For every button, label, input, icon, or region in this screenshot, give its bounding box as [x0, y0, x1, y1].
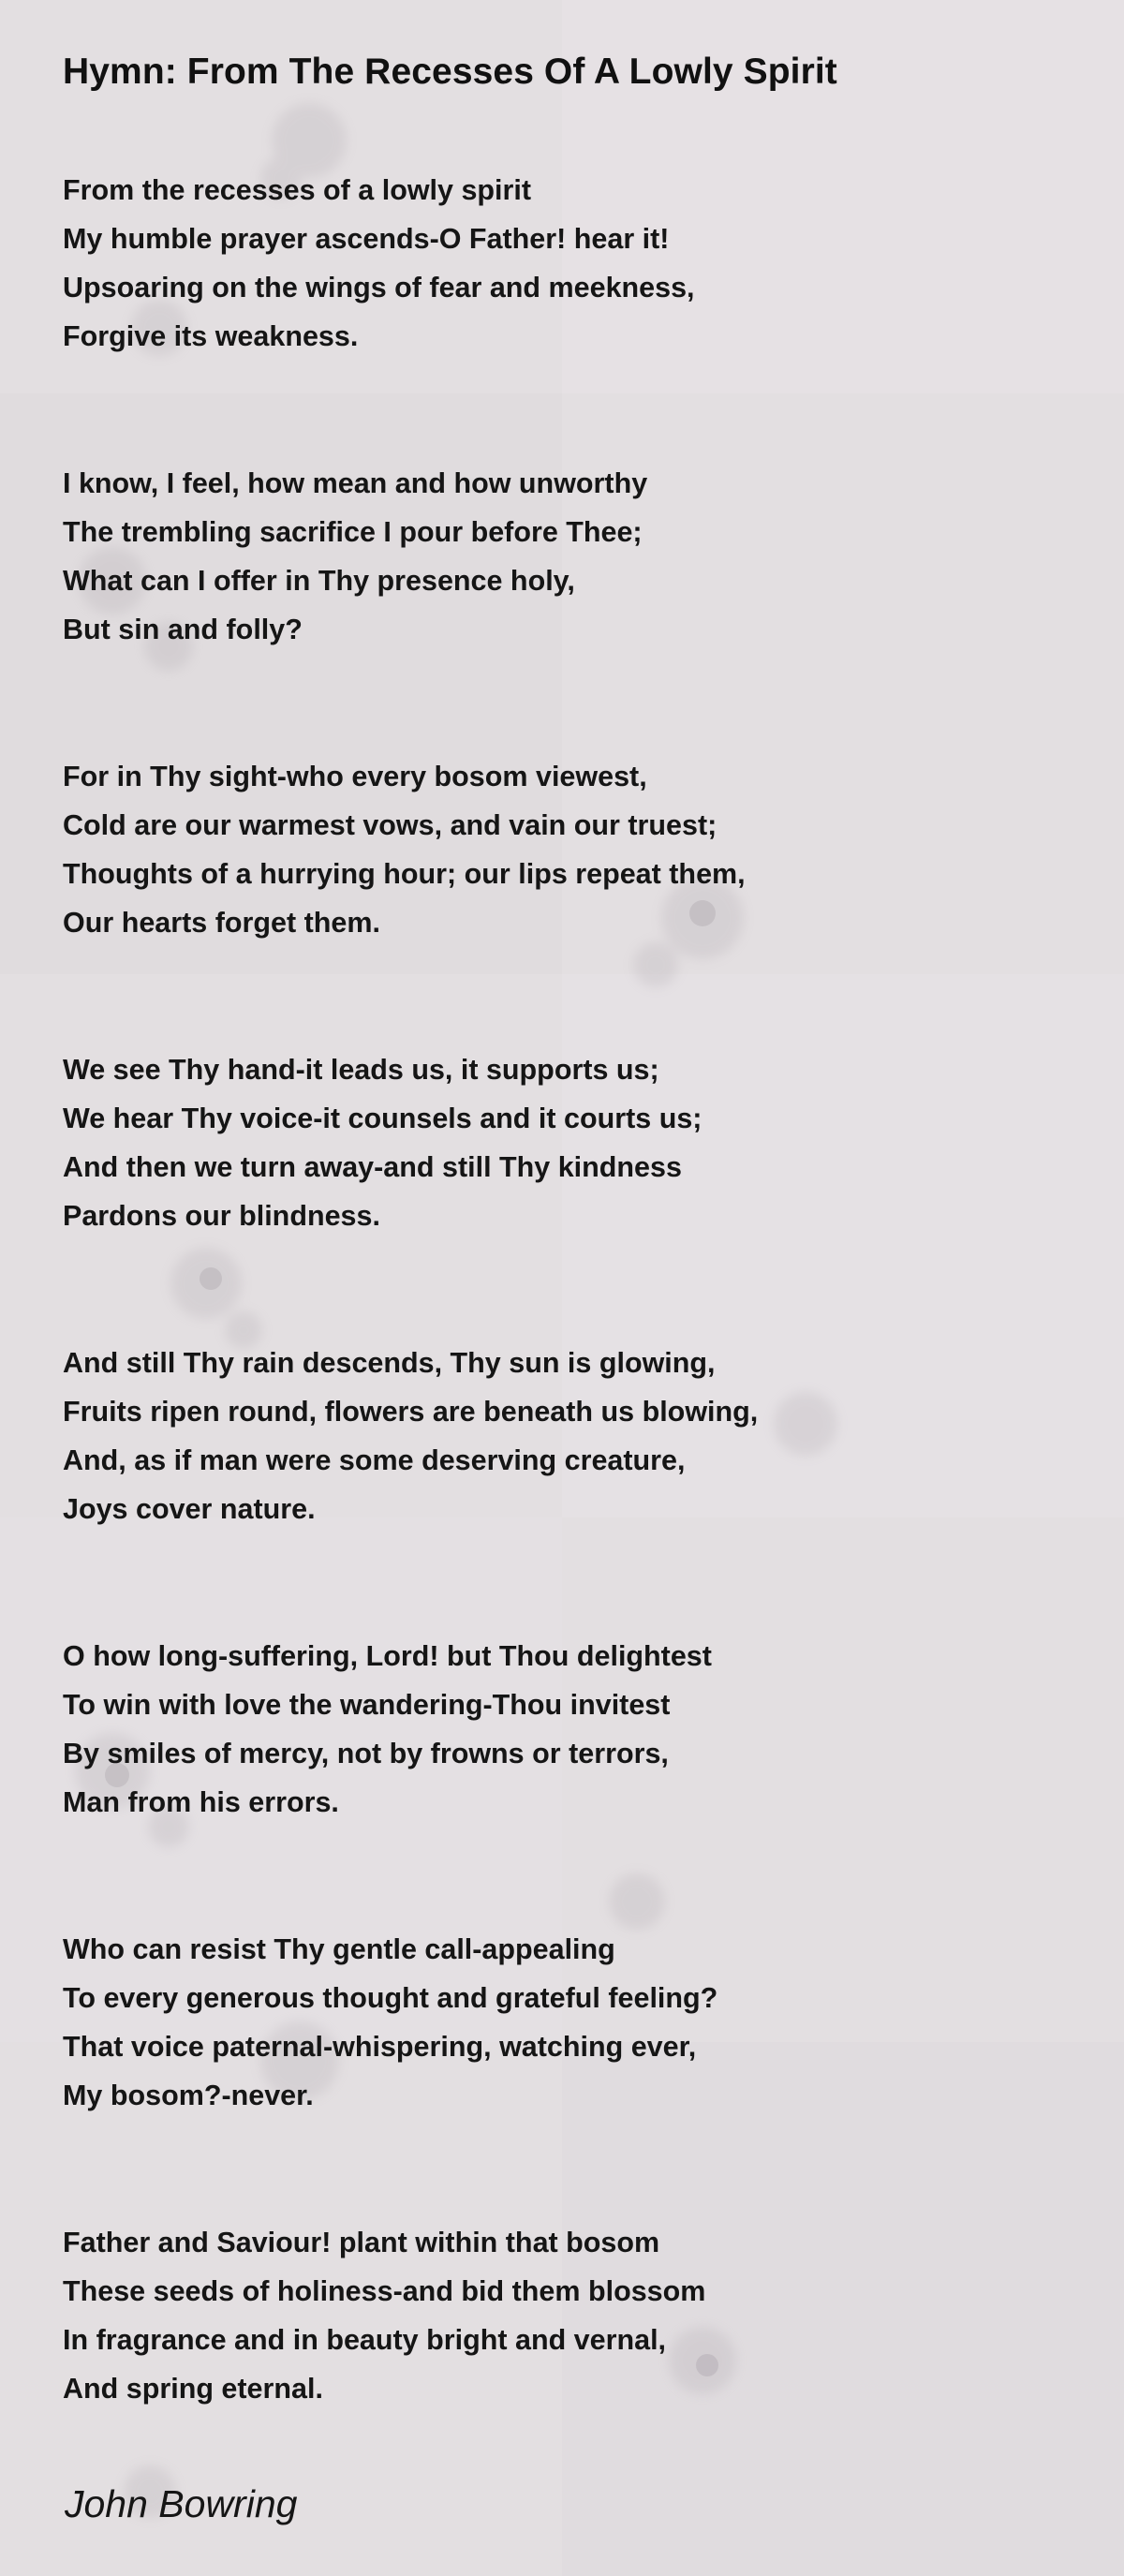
stanza: [63, 1925, 1074, 2120]
poem-line: To win with love the wandering-Thou invitest: [63, 1689, 671, 1721]
poem-line: Cold are our warmest vows, and vain our truest;: [63, 809, 717, 841]
poem-line: Upsoaring on the wings of fear and meekness,: [63, 272, 695, 303]
poem-line: But sin and folly?: [63, 614, 303, 645]
poem-line: And spring eternal.: [63, 2373, 323, 2405]
poem-body: [63, 166, 1074, 2413]
poem-line: Forgive its weakness.: [63, 320, 359, 352]
stanza: [63, 459, 1074, 654]
stanza: [63, 1339, 1074, 1533]
poem-line: And still Thy rain descends, Thy sun is glowing,: [63, 1347, 716, 1379]
poem-line: Joys cover nature.: [63, 1493, 316, 1525]
poem-line: By smiles of mercy, not by frowns or terrors,: [63, 1738, 669, 1769]
poem-line: We see Thy hand-it leads us, it supports us;: [63, 1054, 659, 1086]
poem-line: Father and Saviour! plant within that bosom: [63, 2227, 660, 2258]
poem-author: John Bowring: [65, 2482, 298, 2525]
poem-line: We hear Thy voice-it counsels and it courts us;: [63, 1103, 702, 1134]
poem-line: O how long-suffering, Lord! but Thou delightest: [63, 1640, 712, 1672]
poem-line: I know, I feel, how mean and how unworthy: [63, 467, 648, 499]
poem-line: Man from his errors.: [63, 1786, 339, 1818]
poem-line: These seeds of holiness-and bid them blossom: [63, 2275, 706, 2307]
stanza: [63, 2218, 1074, 2413]
poem-line: Pardons our blindness.: [63, 1200, 380, 1232]
poem-line: And, as if man were some deserving creature,: [63, 1444, 686, 1476]
poem-line: My humble prayer ascends-O Father! hear it!: [63, 223, 670, 255]
poem-line: In fragrance and in beauty bright and vernal,: [63, 2324, 667, 2356]
stanza: [63, 752, 1074, 947]
poem-line: Our hearts forget them.: [63, 907, 380, 939]
poem-line: To every generous thought and grateful feeling?: [63, 1982, 718, 2014]
poem-title: Hymn: From The Recesses Of A Lowly Spirit: [63, 52, 837, 92]
stanza: [63, 1632, 1074, 1827]
poem-container: [63, 45, 1074, 2413]
stanza: [63, 166, 1074, 361]
stanza: [63, 1045, 1074, 1240]
poem-line: Who can resist Thy gentle call-appealing: [63, 1933, 615, 1965]
poem-line: Fruits ripen round, flowers are beneath us blowing,: [63, 1396, 759, 1428]
poem-line: Thoughts of a hurrying hour; our lips repeat them,: [63, 858, 746, 890]
poem-line: From the recesses of a lowly spirit: [63, 174, 532, 206]
poem-line: And then we turn away-and still Thy kindness: [63, 1151, 682, 1183]
poem-line: The trembling sacrifice I pour before Thee;: [63, 516, 643, 548]
poem-line: My bosom?-never.: [63, 2080, 314, 2111]
poem-line: That voice paternal-whispering, watching ever,: [63, 2031, 697, 2063]
poem-line: What can I offer in Thy presence holy,: [63, 565, 575, 597]
poem-line: For in Thy sight-who every bosom viewest,: [63, 761, 647, 792]
